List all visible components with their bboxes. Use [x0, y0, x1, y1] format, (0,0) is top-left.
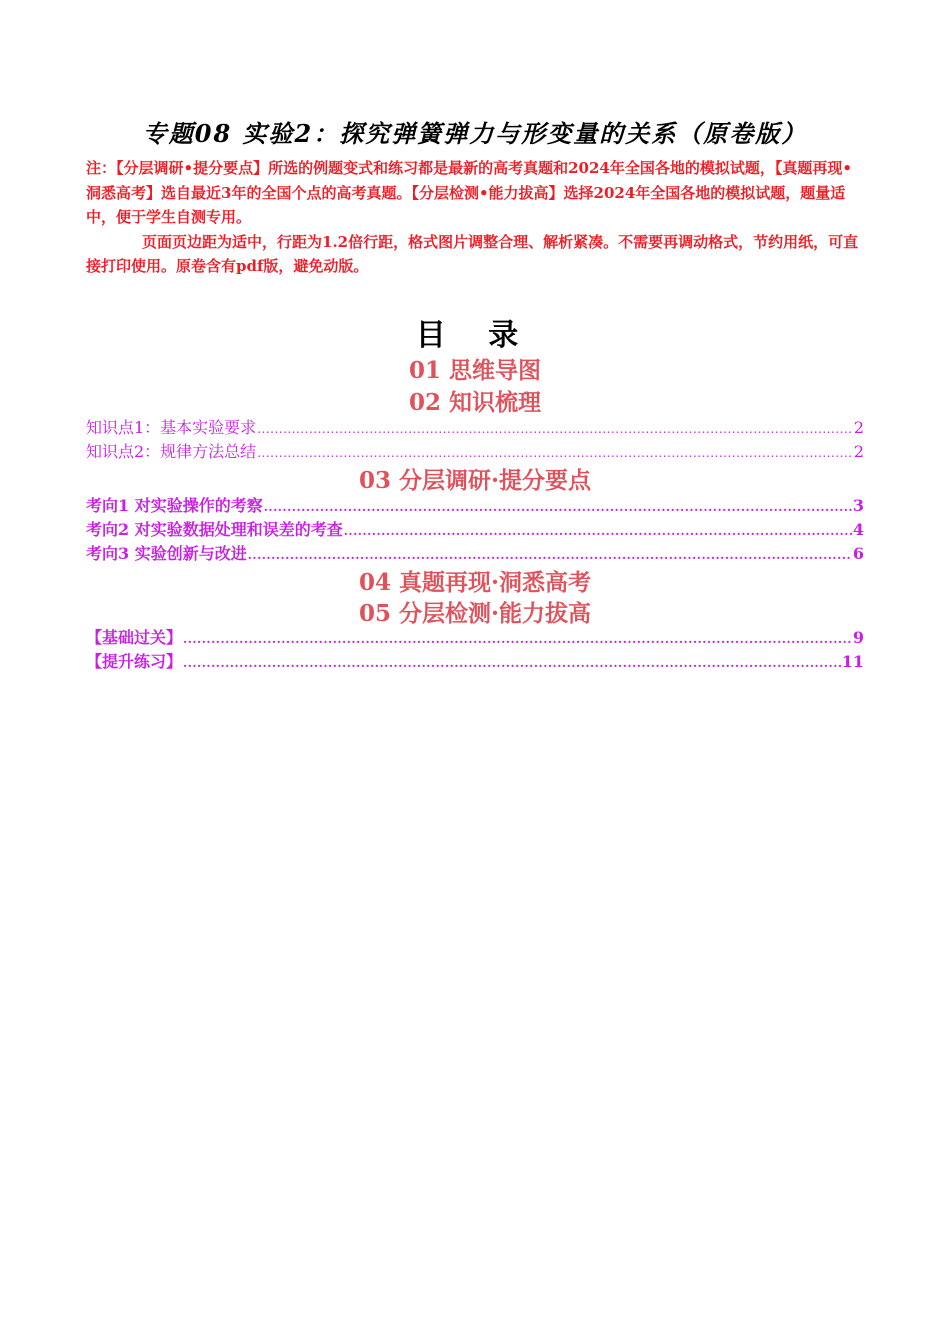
- toc-entry-label: 知识点1：基本实验要求: [86, 418, 257, 437]
- toc-leader-dots: [344, 524, 852, 538]
- toc-entry-knowledge-2[interactable]: [86, 439, 864, 463]
- toc-entry-page: 3: [852, 496, 864, 515]
- editor-note: [86, 156, 866, 279]
- toc-entry-page: 2: [853, 442, 864, 461]
- toc-entry-basic[interactable]: [86, 625, 864, 649]
- toc-entry-topic-1[interactable]: [86, 493, 864, 517]
- toc-entry-label: 考向1 对实验操作的考察: [86, 496, 263, 515]
- toc-entry-page: 6: [852, 544, 864, 563]
- toc-entry-label: 【提升练习】: [86, 652, 183, 671]
- toc-entry-knowledge-1[interactable]: [86, 415, 864, 439]
- toc-entry-page: 11: [841, 652, 864, 671]
- toc-leader-dots: [183, 656, 841, 670]
- toc-entry-label: 知识点2：规律方法总结: [86, 442, 257, 461]
- toc-leader-dots: [257, 422, 853, 436]
- toc-section-knowledge[interactable]: 02 知识梳理: [408, 389, 541, 416]
- toc-section-assessment[interactable]: 05 分层检测·能力拔高: [358, 600, 592, 627]
- toc-entry-page: 9: [852, 628, 864, 647]
- toc-section-real-exam[interactable]: 04 真题再现·洞悉高考: [358, 569, 592, 596]
- note-paragraph-1: 注：【分层调研•提分要点】所选的例题变式和练习都是最新的高考真题和2024年全国各地的模拟试题，【真题再现•洞悉高考】选自最近3年的全国个点的高考真题。【分层检测•能力拔高】选择2024年全国各地的模拟试题，题量适中，便于学生自测专用。: [86, 159, 852, 226]
- toc-leader-dots: [257, 446, 853, 460]
- toc-section-mindmap[interactable]: 01 思维导图: [408, 357, 541, 384]
- toc-leader-dots: [264, 500, 852, 514]
- toc-leader-dots: [183, 632, 852, 646]
- toc-leader-dots: [248, 548, 852, 562]
- toc-entry-label: 【基础过关】: [86, 628, 183, 647]
- document-title: 专题08 实验2：探究弹簧弹力与形变量的关系（原卷版）: [142, 119, 808, 148]
- note-paragraph-2: 页面页边距为适中，行距为1.2倍行距，格式图片调整合理、解析紧凑。不需要再调动格式，节约用纸，可直接打印使用。原卷含有pdf版，避免动版。: [86, 232, 859, 275]
- toc-entry-label: 考向2 对实验数据处理和误差的考查: [86, 520, 343, 539]
- toc-entry-topic-3[interactable]: [86, 541, 864, 565]
- toc-heading: 目 录: [415, 318, 535, 353]
- toc-entry-advanced[interactable]: [86, 649, 864, 673]
- toc-entry-page: 4: [852, 520, 864, 539]
- toc-entry-topic-2[interactable]: [86, 517, 864, 541]
- toc-section-research[interactable]: 03 分层调研·提分要点: [358, 467, 592, 494]
- toc-entry-label: 考向3 实验创新与改进: [86, 544, 247, 563]
- toc-entry-page: 2: [853, 418, 864, 437]
